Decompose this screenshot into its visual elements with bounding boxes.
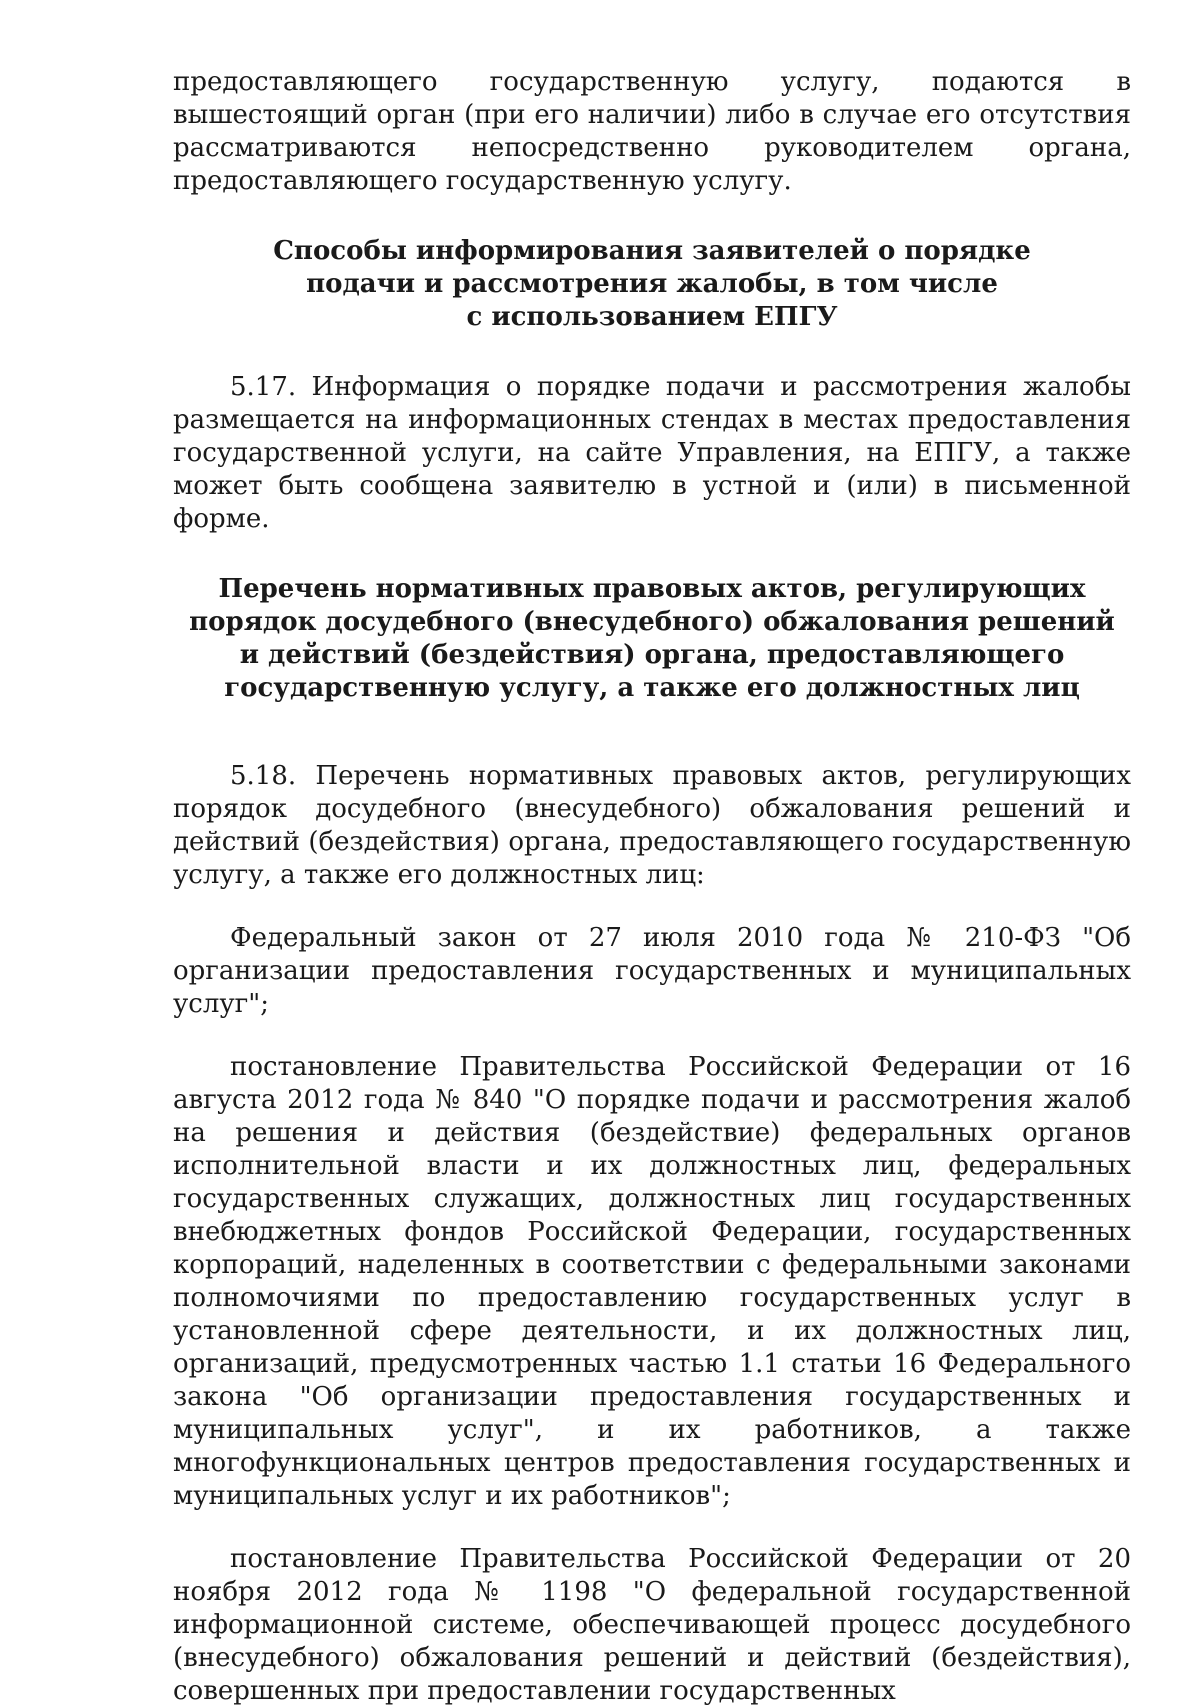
paragraph-5-17: 5.17. Информация о порядке подачи и рассмотрения жалобы размещается на информационных стендах в местах предоставления государственной услуги, на сайте Управления, на ЕПГУ, а также может быть сообщена заявителю в устной и (или) в письменной форме.	[173, 372, 1131, 534]
heading-line: с использованием ЕПГУ	[466, 302, 838, 332]
heading-line: Перечень нормативных правовых актов, регулирующих	[218, 574, 1086, 604]
heading-line: и действий (бездействия) органа, предоставляющего	[239, 640, 1065, 670]
heading-line: государственную услугу, а также его должностных лиц	[224, 673, 1080, 703]
heading-line: подачи и рассмотрения жалобы, в том числе	[306, 269, 998, 299]
paragraph-5-18: 5.18. Перечень нормативных правовых актов, регулирующих порядок досудебного (внесудебного) обжалования решений и действий (бездействия) органа, предоставляющего государственную услугу, а также его должностных лиц:	[173, 761, 1131, 890]
heading-line: порядок досудебного (внесудебного) обжалования решений	[189, 607, 1115, 637]
paragraph-law-210: Федеральный закон от 27 июля 2010 года № 210-ФЗ "Об организации предоставления государственных и муниципальных услуг";	[173, 923, 1131, 1019]
paragraph-decree-840: постановление Правительства Российской Федерации от 16 августа 2012 года № 840 "О порядке подачи и рассмотрения жалоб на решения и действия (бездействие) федеральных органов исполнительной власти и их должностных лиц, федеральных государственных служащих, должностных лиц государственных внебюджетных фондов Российской Федерации, государственных корпораций, наделенных в соответствии с федеральными законами полномочиями по предоставлению государственных услуг в установленной сфере деятельности, и их должностных лиц, организаций, предусмотренных частью 1.1 статьи 16 Федерального закона "Об организации предоставления государственных и муниципальных услуг", и их работников, а также многофункциональных центров предоставления государственных и муниципальных услуг и их работников";	[173, 1052, 1131, 1511]
paragraph-intro: предоставляющего государственную услугу, подаются в вышестоящий орган (при его наличии) либо в случае его отсутствия рассматриваются непосредственно руководителем органа, предоставляющего государственную услугу.	[173, 67, 1131, 196]
heading-line: Способы информирования заявителей о порядке	[273, 236, 1031, 266]
paragraph-decree-1198: постановление Правительства Российской Федерации от 20 ноября 2012 года № 1198 "О федеральной государственной информационной системе, обеспечивающей процесс досудебного (внесудебного) обжалования решений и действий (бездействия), совершенных при предоставлении государственных	[173, 1544, 1131, 1706]
section-heading-legal-acts	[173, 573, 1131, 705]
document-page	[173, 66, 1131, 1708]
section-heading-informing	[173, 235, 1131, 334]
